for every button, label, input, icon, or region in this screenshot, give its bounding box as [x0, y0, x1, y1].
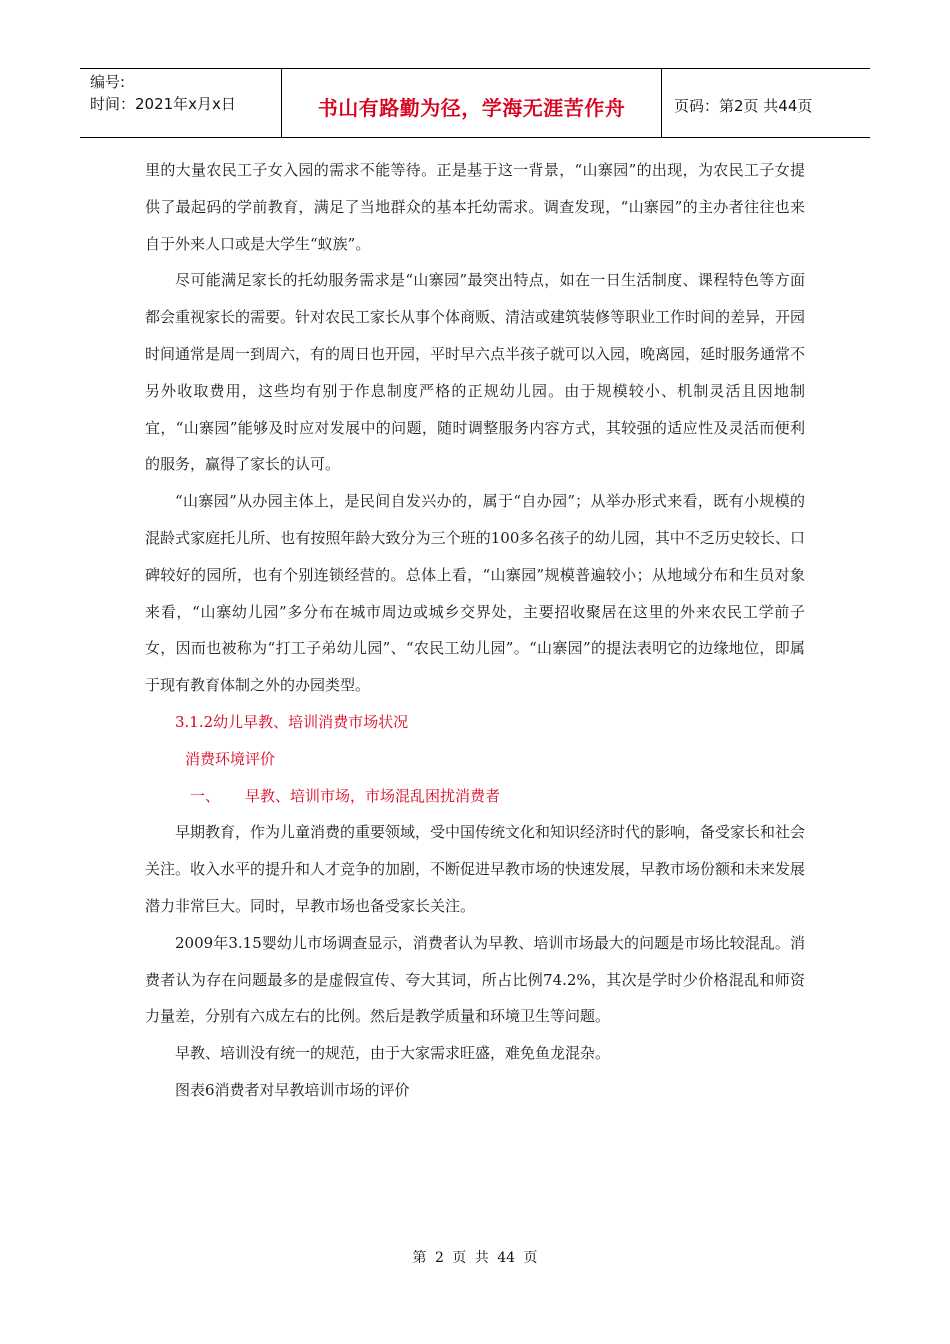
paragraph-1: 里的大量农民工子女入园的需求不能等待。正是基于这一背景，“山寨园”的出现，为农民工子女提供了最起码的学前教育，满足了当地群众的基本托幼需求。调查发现，“山寨园”的主办者往往也来自于外来人口或是大学生“蚁族”。 [145, 161, 805, 253]
header-meta [80, 69, 282, 137]
header-page-info: 页码：第2页 共44页 [674, 96, 813, 115]
paragraph-2: 尽可能满足家长的托幼服务需求是“山寨园”最突出特点，如在一日生活制度、课程特色等方面都会重视家长的需要。针对农民工家长从事个体商贩、清洁或建筑装修等职业工作时间的差异，开园时间通常是周一到周六，有的周日也开园，平时早六点半孩子就可以入园，晚离园，延时服务通常不另外收取费用，这些均有别于作息制度严格的正规幼儿园。由于规模较小、机制灵活且因地制宜，“山寨园”能够及时应对发展中的问题，随时调整服务内容方式，其较强的适应性及灵活而便利的服务，赢得了家长的认可。 [145, 271, 806, 474]
header-motto: 书山有路勤为径，学海无涯苦作舟 [282, 69, 662, 137]
list-heading-1 [145, 778, 805, 815]
section-heading-3-1-2: 3.1.2幼儿早教、培训消费市场状况 [175, 712, 409, 731]
list-heading-text: 早教、培训市场，市场混乱困扰消费者 [245, 786, 501, 805]
paragraph-3: “山寨园”从办园主体上，是民间自发兴办的，属于“自办园”；从举办形式来看，既有小规模的混龄式家庭托儿所、也有按照年龄大致分为三个班的100多名孩子的幼儿园，其中不乏历史较长、口碑较好的园所，也有个别连锁经营的。总体上看，“山寨园”规模普遍较小；从地域分布和生员对象来看，“山寨幼儿园”多分布在城市周边或城乡交界处，主要招收聚居在这里的外来农民工学前子女，因而也被称为“打工子弟幼儿园”、“农民工幼儿园”。“山寨园”的提法表明它的边缘地位，即属于现有教育体制之外的办园类型。 [145, 492, 805, 695]
page-header [80, 68, 870, 138]
subsection-heading: 消费环境评价 [185, 749, 276, 768]
paragraph-5: 2009年3.15婴幼儿市场调查显示，消费者认为早教、培训市场最大的问题是市场比较混乱。消费者认为存在问题最多的是虚假宣传、夸大其词，所占比例74.2%，其次是学时少价格混乱和师资力量差，分别有六成左右的比例。然后是教学质量和环境卫生等问题。 [145, 933, 805, 1026]
paragraph-6: 早教、培训没有统一的规范，由于大家需求旺盛，难免鱼龙混杂。 [175, 1044, 611, 1063]
document-number-label: 编号: [90, 73, 126, 91]
document-body [145, 152, 805, 1109]
paragraph-4: 早期教育，作为儿童消费的重要领域，受中国传统文化和知识经济时代的影响，备受家长和社会关注。收入水平的提升和人才竞争的加剧，不断促进早教市场的快速发展，早教市场份额和未来发展潜力非常巨大。同时，早教市场也备受家长关注。 [145, 823, 806, 915]
page-footer: 第 2 页 共 44 页 [412, 1250, 538, 1266]
figure-caption: 图表6消费者对早教培训市场的评价 [175, 1080, 410, 1099]
list-heading-number: 一、 [190, 786, 221, 805]
document-time-label: 时间：2021年x月x日 [90, 95, 236, 113]
